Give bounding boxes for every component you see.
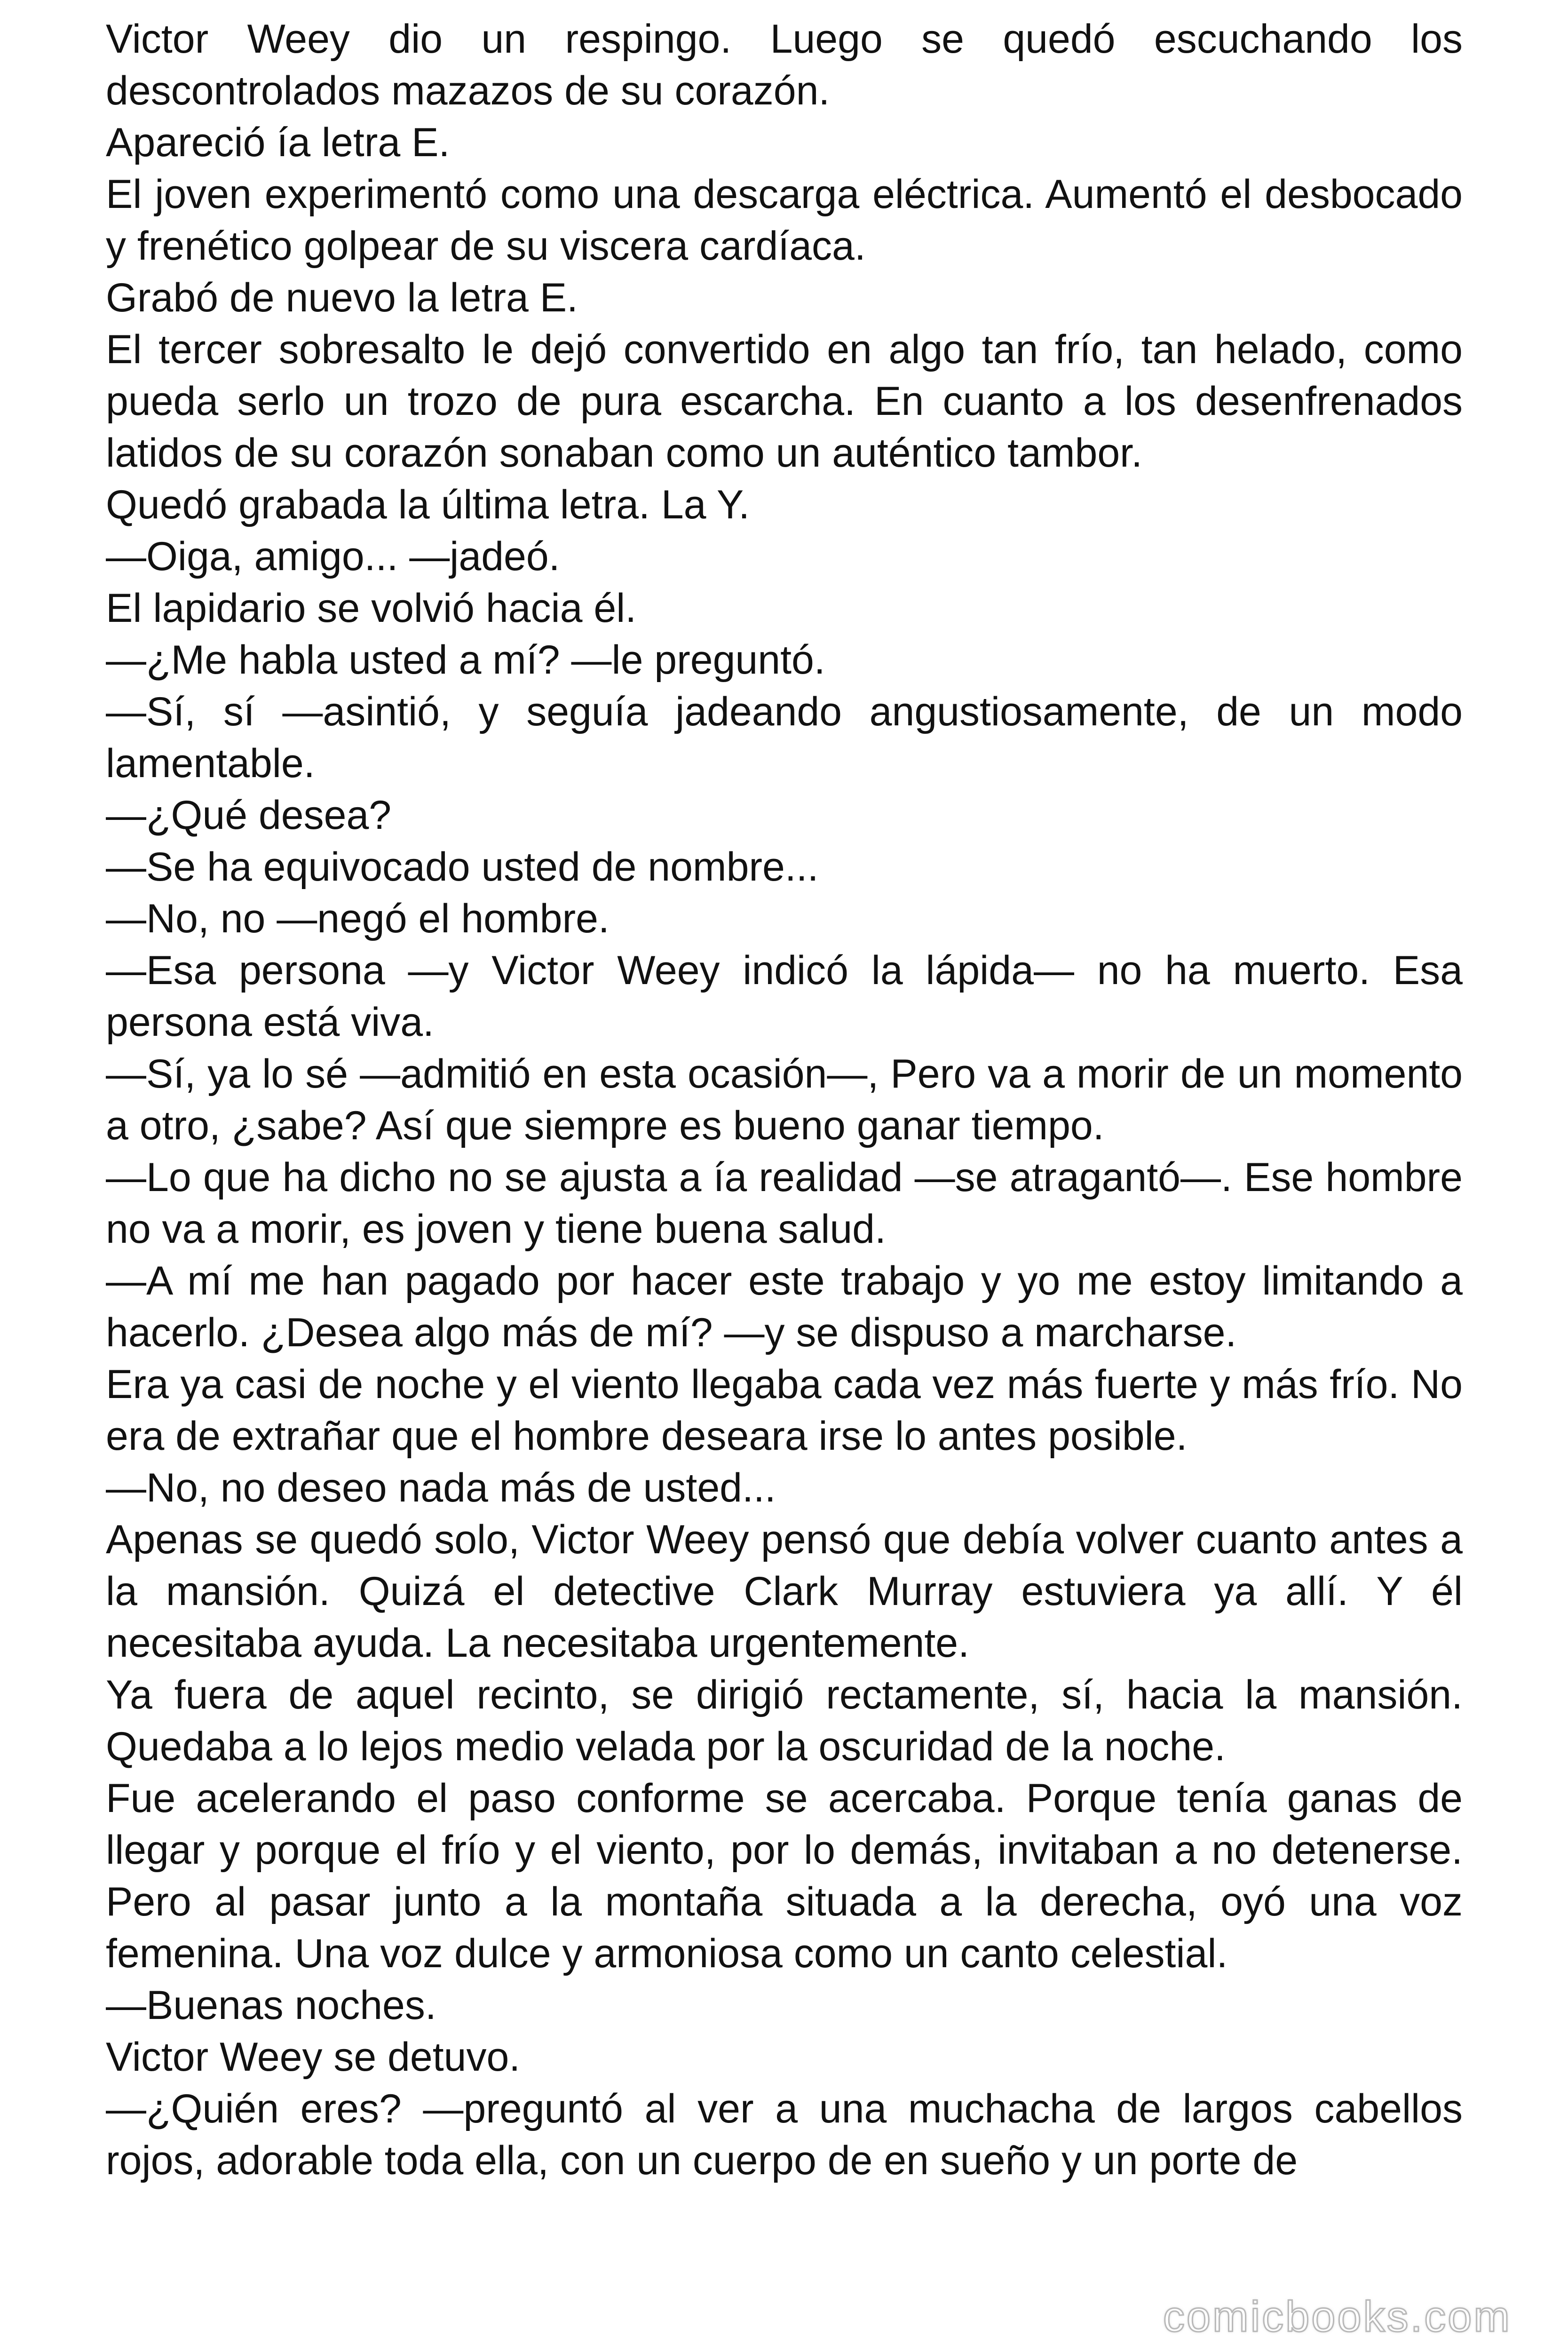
paragraph: El joven experimentó como una descarga eléctrica. Aumentó el desbocado y frenético golpear de su viscera cardíaca.	[106, 172, 1463, 269]
paragraph: —Se ha equivocado usted de nombre...	[106, 844, 819, 890]
paragraph: Era ya casi de noche y el viento llegaba cada vez más fuerte y más frío. No era de extrañar que el hombre deseara irse lo antes posible.	[106, 1362, 1463, 1459]
watermark: comicbooks.com	[1163, 2293, 1512, 2341]
paragraph: —A mí me han pagado por hacer este trabajo y yo me estoy limitando a hacerlo. ¿Desea algo más de mí? —y se dispuso a marcharse.	[106, 1258, 1463, 1355]
paragraph: Fue acelerando el paso conforme se acercaba. Porque tenía ganas de llegar y porque el frío y el viento, por lo demás, invitaban a no detenerse. Pero al pasar junto a la montaña situada a la derecha, oyó una voz femenina. Una voz dulce y armoniosa como un canto celestial.	[106, 1776, 1463, 1976]
paragraph: Victor Weey se detuvo.	[106, 2034, 521, 2080]
paragraph: —Lo que ha dicho no se ajusta a ía realidad —se atragantó—. Ese hombre no va a morir, es joven y tiene buena salud.	[106, 1155, 1463, 1252]
paragraph: —¿Qué desea?	[106, 793, 392, 838]
paragraph: El tercer sobresalto le dejó convertido en algo tan frío, tan helado, como pueda serlo un trozo de pura escarcha. En cuanto a los desenfrenados latidos de su corazón sonaban como un auténtico tambor.	[106, 327, 1463, 476]
paragraph: Apareció ía letra E.	[106, 120, 450, 165]
paragraph: —Sí, sí —asintió, y seguía jadeando angustiosamente, de un modo lamentable.	[106, 689, 1463, 786]
paragraph: Quedó grabada la última letra. La Y.	[106, 482, 750, 527]
paragraph: —Sí, ya lo sé —admitió en esta ocasión—, Pero va a morir de un momento a otro, ¿sabe? Así que siempre es bueno ganar tiempo.	[106, 1051, 1463, 1148]
paragraph: —No, no —negó el hombre.	[106, 896, 610, 941]
body-text	[106, 13, 1463, 2186]
paragraph: —¿Quién eres? —preguntó al ver a una muchacha de largos cabellos rojos, adorable toda ella, con un cuerpo de en sueño y un porte de	[106, 2086, 1463, 2183]
paragraph: —Buenas noches.	[106, 1983, 436, 2028]
paragraph: —No, no deseo nada más de usted...	[106, 1465, 776, 1510]
paragraph: —Esa persona —y Victor Weey indicó la lápida— no ha muerto. Esa persona está viva.	[106, 948, 1463, 1045]
paragraph: Victor Weey dio un respingo. Luego se quedó escuchando los descontrolados mazazos de su corazón.	[106, 16, 1463, 113]
paragraph: Grabó de nuevo la letra E.	[106, 275, 578, 320]
paragraph: El lapidario se volvió hacia él.	[106, 586, 637, 631]
paragraph: Ya fuera de aquel recinto, se dirigió rectamente, sí, hacia la mansión. Quedaba a lo lejos medio velada por la oscuridad de la noche.	[106, 1672, 1463, 1769]
paragraph: —¿Me habla usted a mí? —le preguntó.	[106, 637, 825, 683]
paragraph: —Oiga, amigo... —jadeó.	[106, 534, 560, 579]
paragraph: Apenas se quedó solo, Victor Weey pensó que debía volver cuanto antes a la mansión. Quizá el detective Clark Murray estuviera ya allí. Y él necesitaba ayuda. La necesitaba urgentemente.	[106, 1517, 1463, 1666]
